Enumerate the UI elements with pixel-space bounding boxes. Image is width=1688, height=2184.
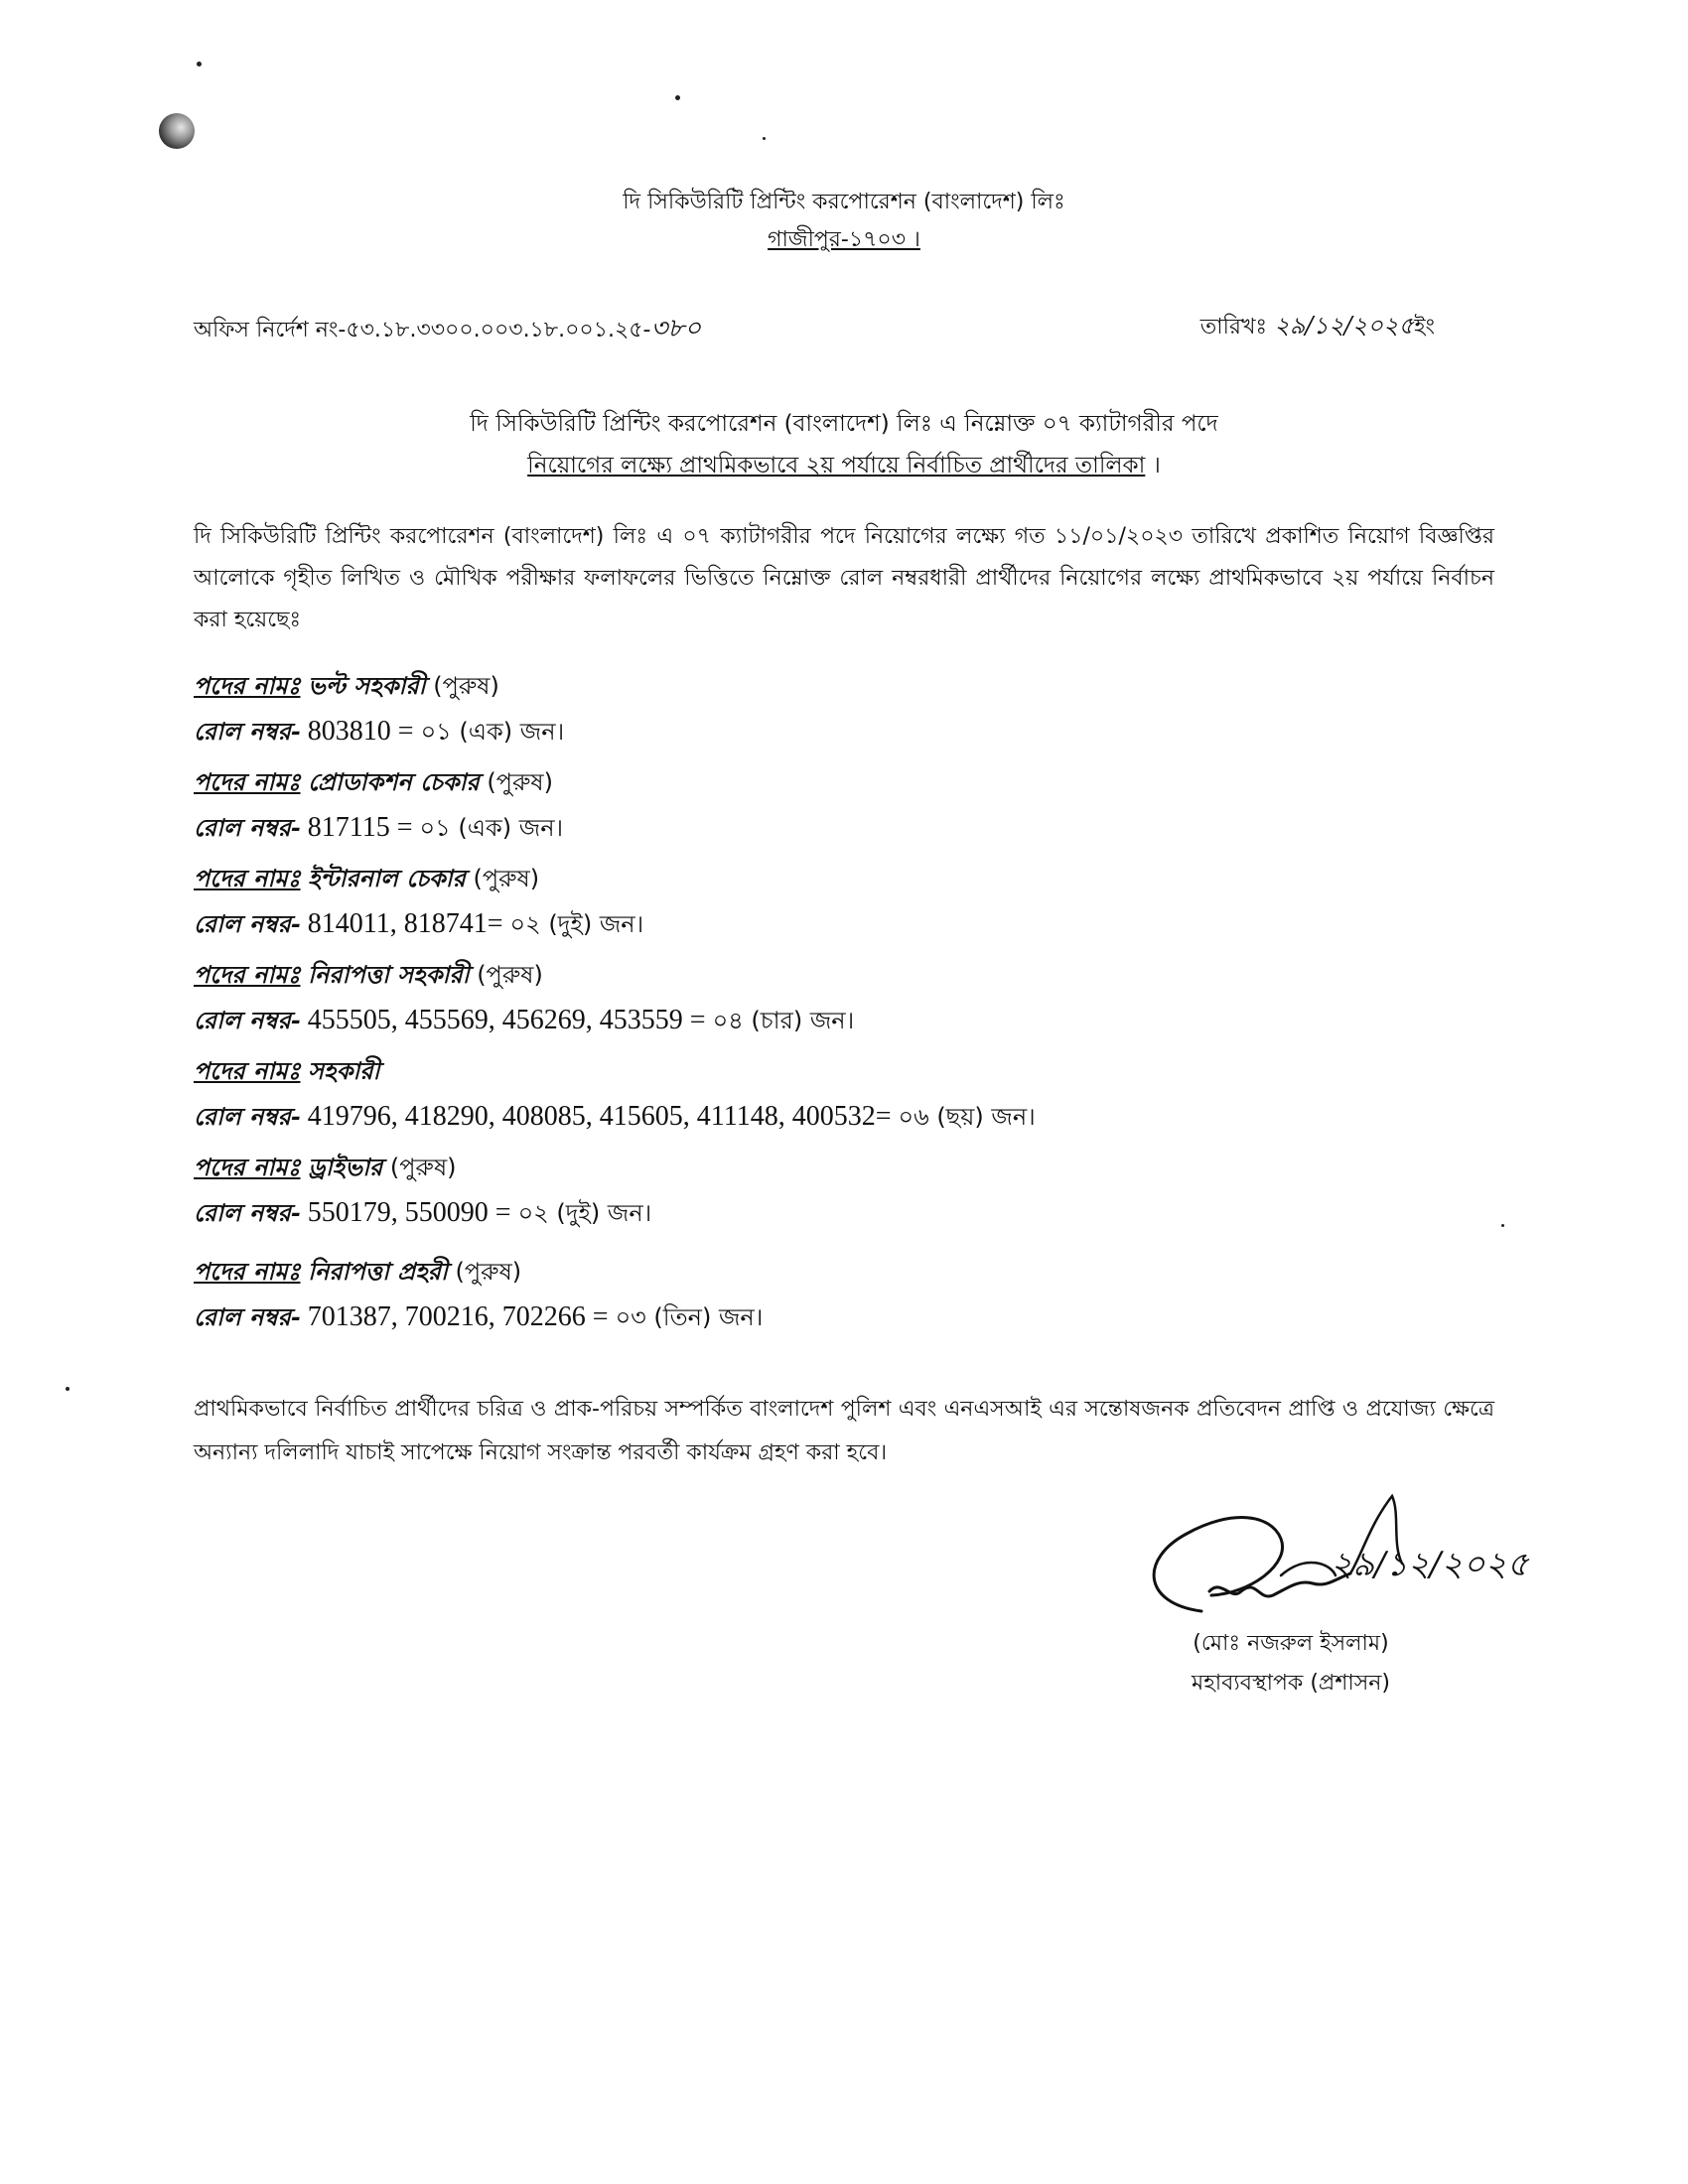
post-label: পদের নামঃ: [194, 671, 301, 700]
handwritten-signature: [1132, 1484, 1569, 1633]
subject-line-2-end: ।: [1145, 453, 1161, 478]
roll-numbers: 817115 =: [300, 812, 420, 843]
closing-paragraph: প্রাথমিকভাবে নির্বাচিত প্রার্থীদের চরিত্র ও প্রাক-পরিচয় সম্পর্কিত বাংলাদেশ পুলিশ এবং এনএসআই এর সন্তোষজনক প্রতিবেদন প্রাপ্তি ও প্রযোজ্য ক্ষেত্রে অন্যান্য দলিলাদি যাচাই সাপেক্ষে নিয়োগ সংক্রান্ত পরবর্তী কার্যক্রম গ্রহণ করা হবে।: [194, 1397, 1494, 1465]
memo-date: [1200, 308, 1435, 347]
signatory-block: [1142, 1624, 1440, 1704]
post-name: ভল্ট সহকারী: [308, 671, 426, 700]
roll-label: রোল নম্বর-: [194, 1302, 301, 1331]
scan-speck: [1501, 1224, 1504, 1227]
post-entry: [194, 1048, 1494, 1145]
scan-speck: [763, 137, 766, 140]
selected-count: ০৪ (চার) জন।: [712, 1007, 855, 1034]
roll-label: রোল নম্বর-: [194, 813, 301, 842]
org-name: দি সিকিউরিটি প্রিন্টিং করপোরেশন (বাংলাদেশ) লিঃ: [623, 190, 1065, 214]
post-name: প্রোডাকশন চেকার: [308, 767, 480, 796]
subject-line-1: দি সিকিউরিটি প্রিন্টিং করপোরেশন (বাংলাদেশ) লিঃ এ নিম্নোক্ত ০৭ ক্যাটাগরীর পদে: [470, 411, 1218, 437]
post-label: পদের নামঃ: [194, 1153, 301, 1181]
selected-count: ০২ (দুই) জন।: [509, 910, 644, 938]
post-label: পদের নামঃ: [194, 864, 301, 892]
roll-numbers: 814011, 818741=: [300, 908, 510, 939]
post-entry: [194, 1145, 1494, 1241]
post-entry: [194, 856, 1494, 952]
selected-candidates-list: [194, 663, 1494, 1345]
post-entry: [194, 1249, 1494, 1345]
post-gender: (পুরুষ): [465, 865, 540, 892]
roll-label: রোল নম্বর-: [194, 1006, 301, 1034]
post-gender: (পুরুষ): [382, 1154, 457, 1181]
post-name: নিরাপত্তা সহকারী: [308, 960, 470, 989]
selected-count: ০৬ (ছয়) জন।: [898, 1103, 1036, 1131]
roll-numbers: 455505, 455569, 456269, 453559 =: [300, 1005, 713, 1035]
date-suffix: ইং: [1414, 315, 1435, 340]
selected-count: ০১ (এক) জন।: [420, 718, 565, 746]
post-label: পদের নামঃ: [194, 1056, 301, 1085]
roll-label: রোল নম্বর-: [194, 909, 301, 938]
intro-paragraph: দি সিকিউরিটি প্রিন্টিং করপোরেশন (বাংলাদেশ) লিঃ এ ০৭ ক্যাটাগরীর পদে নিয়োগের লক্ষ্যে গত ১১/০১/২০২৩ তারিখে প্রকাশিত নিয়োগ বিজ্ঞপ্তির আলোকে গৃহীত লিখিত ও মৌখিক পরীক্ষার ফলাফলের ভিত্তিতে নিম্নোক্ত রোল নম্বরধারী প্রার্থীদের নিয়োগের লক্ষ্যে প্রাথমিকভাবে ২য় পর্যায়ে নির্বাচন করা হয়েছেঃ: [194, 524, 1494, 632]
post-gender: (পুরুষ): [469, 961, 543, 989]
scan-speck: [197, 62, 202, 67]
selected-count: ০৩ (তিন) জন।: [615, 1303, 764, 1331]
roll-label: রোল নম্বর-: [194, 1198, 301, 1227]
roll-numbers: 701387, 700216, 702266 =: [300, 1301, 616, 1332]
roll-label: রোল নম্বর-: [194, 1102, 301, 1131]
punch-hole-mark: [159, 113, 195, 149]
post-label: পদের নামঃ: [194, 1257, 301, 1286]
post-name: নিরাপত্তা প্রহরী: [308, 1257, 448, 1286]
post-entry: [194, 952, 1494, 1048]
signature-date: ২৯/১২/২০২৫: [1331, 1545, 1529, 1584]
memo-number-prefix: অফিস নির্দেশ নং-৫৩.১৮.৩৩০০.০০৩.১৮.০০১.২৫-: [194, 318, 651, 342]
post-label: পদের নামঃ: [194, 960, 301, 989]
selected-count: ০১ (এক) জন।: [419, 814, 564, 842]
roll-numbers: 419796, 418290, 408085, 415605, 411148, 400532=: [300, 1101, 899, 1132]
subject-line-2: নিয়োগের লক্ষ্যে প্রাথমিকভাবে ২য় পর্যায়ে নির্বাচিত প্রার্থীদের তালিকা: [527, 453, 1146, 478]
scan-speck: [66, 1387, 70, 1391]
post-gender: (পুরুষ): [479, 768, 554, 796]
signatory-designation: মহাব্যবস্থাপক (প্রশাসন): [1192, 1671, 1390, 1696]
roll-label: রোল নম্বর-: [194, 717, 301, 746]
signatory-name: (মোঃ নজরুল ইসলাম): [1193, 1631, 1389, 1656]
date-handwritten: ২৯/১২/২০২৫: [1274, 312, 1415, 340]
post-gender: (পুরুষ): [425, 672, 499, 700]
roll-numbers: 550179, 550090 =: [300, 1197, 518, 1228]
memo-number: [194, 308, 701, 351]
post-gender: (পুরুষ): [447, 1258, 522, 1286]
memo-number-handwritten: ৩৮০: [650, 314, 702, 343]
letterhead: [0, 184, 1688, 259]
post-label: পদের নামঃ: [194, 767, 301, 796]
scan-speck: [675, 95, 680, 100]
post-name: ইন্টারনাল চেকার: [308, 864, 466, 892]
org-address: গাজীপুর-১৭০৩ ।: [768, 227, 920, 252]
subject-heading: [0, 403, 1688, 486]
roll-numbers: 803810 =: [300, 716, 421, 747]
selected-count: ০২ (দুই) জন।: [517, 1199, 652, 1227]
post-entry: [194, 663, 1494, 759]
post-name: সহকারী: [308, 1056, 380, 1085]
post-entry: [194, 759, 1494, 856]
date-label: তারিখঃ: [1199, 315, 1275, 340]
post-name: ড্রাইভার: [308, 1153, 383, 1181]
